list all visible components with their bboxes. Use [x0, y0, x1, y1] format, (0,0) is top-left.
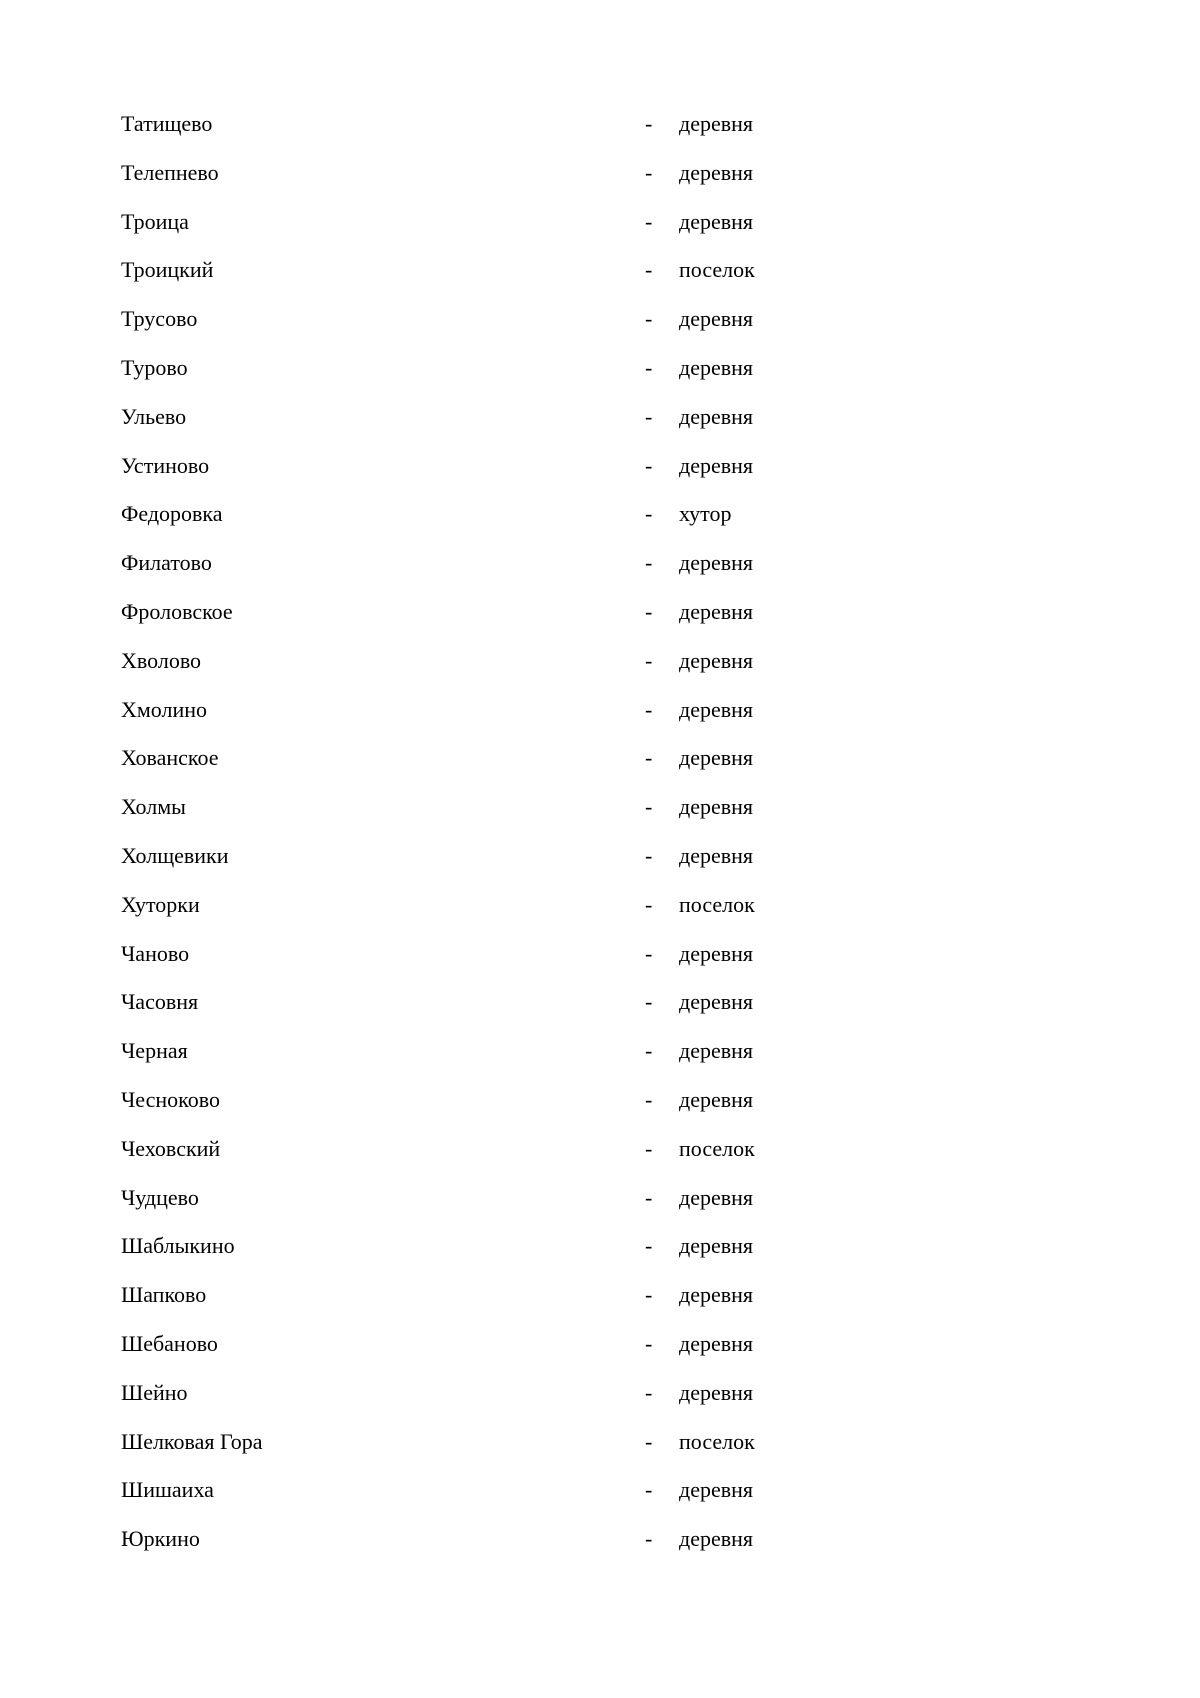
list-item: [121, 451, 881, 500]
settlement-type: поселок: [679, 1428, 755, 1454]
list-item: [121, 1085, 881, 1134]
list-item: [121, 1183, 881, 1232]
separator-dash: -: [645, 452, 653, 478]
settlement-name: Трусово: [121, 306, 198, 332]
separator-dash: -: [645, 306, 653, 332]
list-item: [121, 841, 881, 890]
separator-dash: -: [645, 794, 653, 820]
separator-dash: -: [645, 1330, 653, 1356]
settlement-name: Юркино: [121, 1526, 200, 1552]
settlement-name: Троицкий: [121, 257, 214, 283]
settlement-type: деревня: [679, 647, 754, 673]
separator-dash: -: [645, 257, 653, 283]
settlement-type: деревня: [679, 1086, 754, 1112]
settlement-name: Татищево: [121, 111, 213, 136]
separator-dash: -: [645, 501, 653, 527]
separator-dash: -: [645, 208, 653, 234]
settlement-name: Ульево: [121, 403, 187, 429]
settlement-type: деревня: [679, 598, 754, 624]
settlement-name: Холмы: [121, 794, 186, 820]
separator-dash: -: [645, 1477, 653, 1503]
settlement-type: поселок: [679, 891, 755, 917]
list-item: [121, 1231, 881, 1280]
list-item: [121, 1329, 881, 1378]
list-item: [121, 353, 881, 402]
settlement-name: Черная: [121, 1038, 188, 1064]
settlement-type: деревня: [679, 1038, 754, 1064]
settlement-name: Шебаново: [121, 1330, 218, 1356]
separator-dash: -: [645, 1282, 653, 1308]
settlement-type: деревня: [679, 111, 754, 136]
settlement-name: Федоровка: [121, 501, 223, 527]
settlement-type: хутор: [679, 501, 732, 527]
settlement-type: деревня: [679, 1330, 754, 1356]
settlement-name: Телепнево: [121, 159, 219, 185]
separator-dash: -: [645, 354, 653, 380]
settlement-name: Хованское: [121, 745, 219, 771]
settlement-name: Троица: [121, 208, 189, 234]
list-item: [121, 890, 881, 939]
list-item: [121, 207, 881, 256]
settlement-type: деревня: [679, 940, 754, 966]
separator-dash: -: [645, 1379, 653, 1405]
list-item: [121, 1378, 881, 1427]
settlement-type: деревня: [679, 452, 754, 478]
separator-dash: -: [645, 745, 653, 771]
separator-dash: -: [645, 1184, 653, 1210]
settlement-type: деревня: [679, 306, 754, 332]
settlement-type: деревня: [679, 745, 754, 771]
separator-dash: -: [645, 1135, 653, 1161]
list-item: [121, 548, 881, 597]
settlement-type: деревня: [679, 989, 754, 1015]
list-item: [121, 255, 881, 304]
settlement-type: деревня: [679, 208, 754, 234]
list-item: [121, 987, 881, 1036]
settlement-type: деревня: [679, 1526, 754, 1552]
list-item: [121, 402, 881, 451]
settlement-name: Хуторки: [121, 891, 200, 917]
list-item: [121, 939, 881, 988]
separator-dash: -: [645, 891, 653, 917]
separator-dash: -: [645, 1526, 653, 1552]
list-item: [121, 1524, 881, 1573]
settlement-type: деревня: [679, 159, 754, 185]
settlement-type: деревня: [679, 1233, 754, 1259]
list-item: [121, 792, 881, 841]
list-item: [121, 1134, 881, 1183]
list-item: [121, 109, 881, 158]
separator-dash: -: [645, 1233, 653, 1259]
list-item: [121, 158, 881, 207]
settlement-name: Хмолино: [121, 696, 208, 722]
settlement-name: Устиново: [121, 452, 210, 478]
separator-dash: -: [645, 1038, 653, 1064]
separator-dash: -: [645, 598, 653, 624]
settlement-name: Чаново: [121, 940, 190, 966]
settlement-type: поселок: [679, 1135, 755, 1161]
separator-dash: -: [645, 940, 653, 966]
separator-dash: -: [645, 1086, 653, 1112]
settlement-name: Часовня: [121, 989, 199, 1015]
settlement-name: Холщевики: [121, 842, 229, 868]
settlement-type: деревня: [679, 1282, 754, 1308]
settlement-type: деревня: [679, 1477, 754, 1503]
list-item: [121, 1427, 881, 1476]
separator-dash: -: [645, 159, 653, 185]
settlement-type: поселок: [679, 257, 755, 283]
separator-dash: -: [645, 1428, 653, 1454]
settlement-type: деревня: [679, 403, 754, 429]
settlement-name: Шелковая Гора: [121, 1428, 263, 1454]
list-item: [121, 304, 881, 353]
list-item: [121, 695, 881, 744]
list-item: [121, 743, 881, 792]
separator-dash: -: [645, 696, 653, 722]
separator-dash: -: [645, 403, 653, 429]
settlement-type: деревня: [679, 354, 754, 380]
settlement-type: деревня: [679, 550, 754, 576]
separator-dash: -: [645, 647, 653, 673]
separator-dash: -: [645, 111, 653, 136]
settlement-type: деревня: [679, 696, 754, 722]
settlement-name: Чеховский: [121, 1135, 221, 1161]
settlement-name: Хволово: [121, 647, 202, 673]
separator-dash: -: [645, 989, 653, 1015]
settlement-name: Шишаиха: [121, 1477, 214, 1503]
settlement-name: Филатово: [121, 550, 212, 576]
settlement-list: [121, 109, 881, 1573]
settlement-type: деревня: [679, 1379, 754, 1405]
settlement-name: Шапково: [121, 1282, 207, 1308]
list-item: [121, 1475, 881, 1524]
settlement-name: Фроловское: [121, 598, 233, 624]
settlement-type: деревня: [679, 1184, 754, 1210]
separator-dash: -: [645, 842, 653, 868]
settlement-name: Турово: [121, 354, 188, 380]
list-item: [121, 1036, 881, 1085]
list-item: [121, 646, 881, 695]
list-item: [121, 1280, 881, 1329]
settlement-type: деревня: [679, 794, 754, 820]
settlement-name: Чесноково: [121, 1086, 220, 1112]
list-item: [121, 597, 881, 646]
settlement-name: Шаблыкино: [121, 1233, 235, 1259]
settlement-name: Чудцево: [121, 1184, 199, 1210]
list-item: [121, 499, 881, 548]
separator-dash: -: [645, 550, 653, 576]
settlement-name: Шейно: [121, 1379, 188, 1405]
settlement-type: деревня: [679, 842, 754, 868]
